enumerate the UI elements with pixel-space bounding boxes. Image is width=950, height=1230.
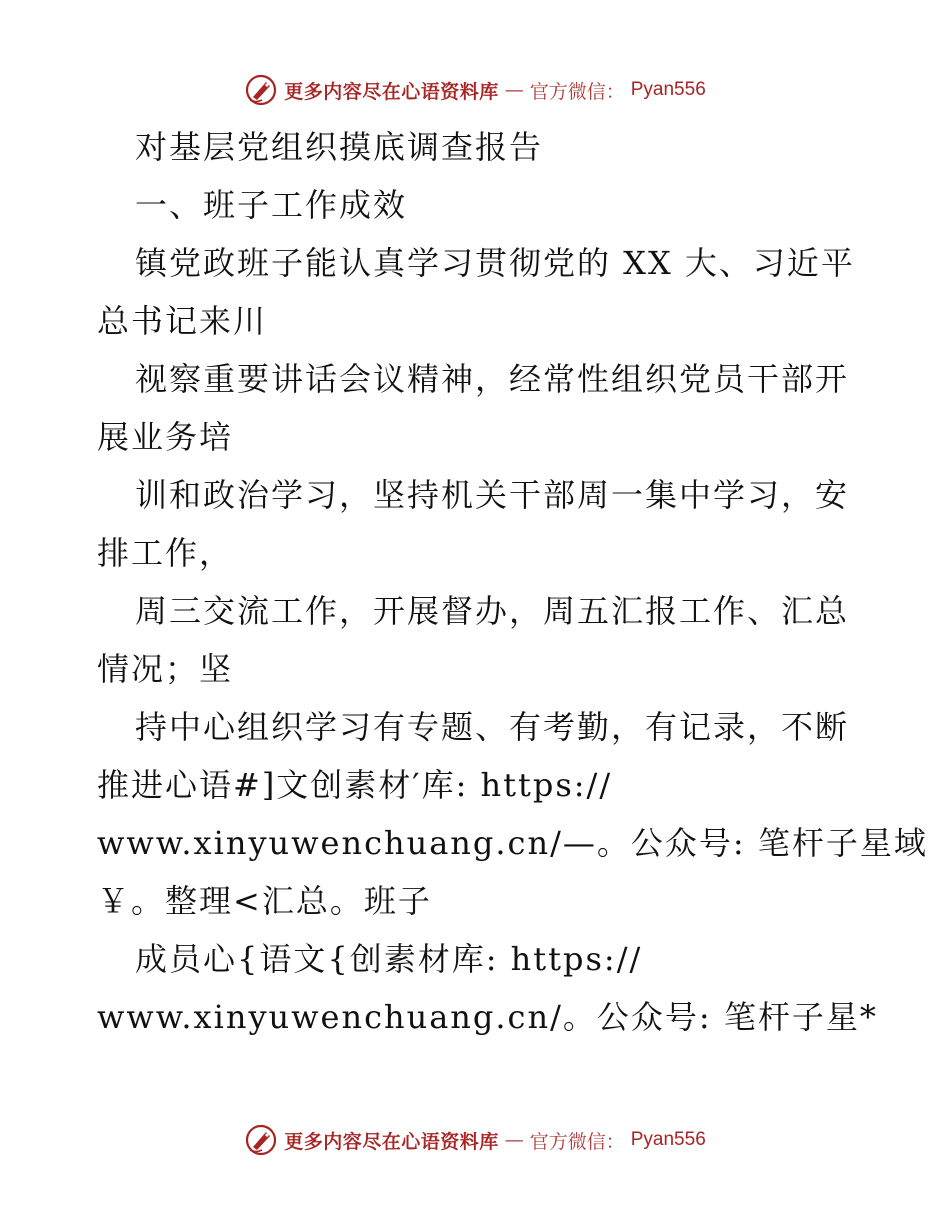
paragraph-line: 排工作， [97,534,234,572]
banner-main-text: 更多内容尽在心语资料库 [284,80,499,103]
pen-nib-logo-icon [244,73,278,107]
pen-nib-logo-icon [244,1123,278,1157]
paragraph-line: ￥。整理<汇总。班子 [97,882,432,920]
footer-banner-content [244,1123,706,1157]
paragraph-line: 周三交流工作，开展督办，周五汇报工作、汇总 [135,592,850,630]
paragraph-line: 成员心{语文{创素材库: https:// [135,940,643,978]
header-banner [0,70,950,110]
banner-separator: — [504,1129,524,1151]
paragraph-line: 总书记来川 [97,302,268,340]
document-body [97,118,928,1046]
paragraph-line: www.xinyuwenchuang.cn/。公众号: 笔杆子星* [97,998,878,1036]
section-heading: 一、班子工作成效 [135,186,408,224]
paragraph-line: 展业务培 [97,418,234,456]
paragraph-line: 训和政治学习，坚持机关干部周一集中学习，安 [135,476,850,514]
banner-wechat-id: Pyan556 [630,79,706,100]
banner-main-text: 更多内容尽在心语资料库 [284,1130,499,1153]
paragraph-line: 推进心语#]文创素材′库: https:// [97,766,613,804]
banner-separator: — [504,79,524,101]
banner-wechat-label: 官方微信： [529,80,625,103]
banner-wechat-id: Pyan556 [630,1129,706,1150]
header-banner-content [244,73,706,107]
paragraph-line: www.xinyuwenchuang.cn/—。公众号: 笔杆子星域 [97,824,928,862]
document-title: 对基层党组织摸底调查报告 [135,128,544,166]
footer-banner [0,1120,950,1160]
paragraph-line: 情况；坚 [97,650,234,688]
banner-wechat-label: 官方微信： [529,1130,625,1153]
paragraph-line: 视察重要讲话会议精神，经常性组织党员干部开 [135,360,850,398]
paragraph-line: 镇党政班子能认真学习贯彻党的 XX 大、习近平 [135,244,855,282]
paragraph-line: 持中心组织学习有专题、有考勤，有记录，不断 [135,708,850,746]
